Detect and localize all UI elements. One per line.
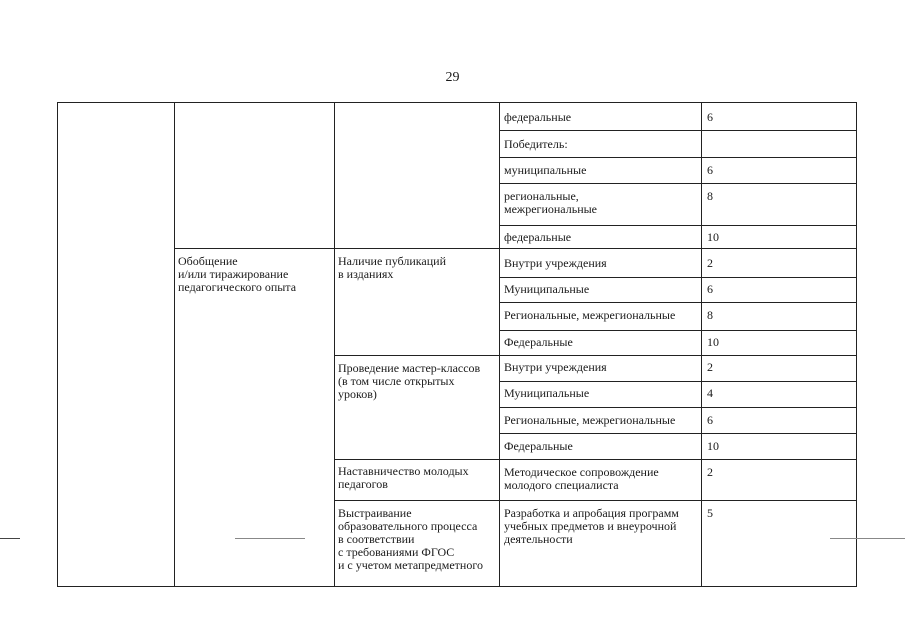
level-cell: Региональные, межрегиональные [504,413,676,427]
score-cell: 10 [707,335,719,349]
activity-generalization: Обобщение и/или тиражирование педагогического опыта [178,254,297,294]
level-cell: региональные, межрегиональные [504,189,598,216]
row-divider [334,459,857,460]
level-cell: федеральные [504,230,572,244]
level-cell: Победитель: [504,137,568,151]
score-cell: 6 [707,163,713,177]
level-cell: Методическое сопровождение молодого специалиста [504,465,659,492]
criterion-mentoring: Наставничество молодых педагогов [338,464,469,491]
table-border-left [57,102,58,587]
row-divider [499,381,857,382]
score-cell: 8 [707,189,713,203]
score-cell: 10 [707,439,719,453]
score-cell: 4 [707,386,713,400]
level-cell: муниципальные [504,163,587,177]
table-border-top [57,102,857,103]
row-divider [499,302,857,303]
scan-artifact-center [235,538,305,539]
level-cell: Муниципальные [504,386,590,400]
scan-artifact-left [0,538,20,539]
column-divider [334,102,335,587]
criteria-table [57,102,857,586]
table-border-right [856,102,857,587]
row-divider [499,407,857,408]
level-cell: федеральные [504,110,572,124]
score-cell: 5 [707,506,713,520]
score-cell: 6 [707,110,713,124]
criterion-educational-process: Выстраивание образовательного процесса в соответствии с требованиями ФГОС и с учетом метапредметного [338,506,483,572]
row-divider [499,330,857,331]
criterion-publications: Наличие публикаций в изданиях [338,254,447,281]
score-cell: 2 [707,465,713,479]
row-divider [334,500,857,501]
score-cell: 2 [707,256,713,270]
level-cell: Внутри учреждения [504,256,607,270]
score-cell: 6 [707,282,713,296]
criterion-master-classes: Проведение мастер-классов (в том числе открытых уроков) [338,361,481,401]
score-cell: 8 [707,308,713,322]
scan-artifact-right [830,538,905,539]
row-divider [499,130,857,131]
level-cell: Муниципальные [504,282,590,296]
row-divider [499,183,857,184]
column-divider [701,102,702,587]
column-divider [499,102,500,587]
level-cell: Внутри учреждения [504,360,607,374]
row-divider [499,157,857,158]
row-divider [499,277,857,278]
level-cell: Региональные, межрегиональные [504,308,676,322]
level-cell: Федеральные [504,335,573,349]
column-divider [174,102,175,587]
table-border-bottom [57,586,857,587]
score-cell: 6 [707,413,713,427]
row-divider [499,225,857,226]
row-divider [499,433,857,434]
row-divider [334,355,857,356]
score-cell: 10 [707,230,719,244]
page-number: 29 [445,70,460,85]
level-cell: Разработка и апробация программ учебных предметов и внеурочной деятельности [504,506,679,546]
score-cell: 2 [707,360,713,374]
level-cell: Федеральные [504,439,573,453]
row-divider [174,248,857,249]
